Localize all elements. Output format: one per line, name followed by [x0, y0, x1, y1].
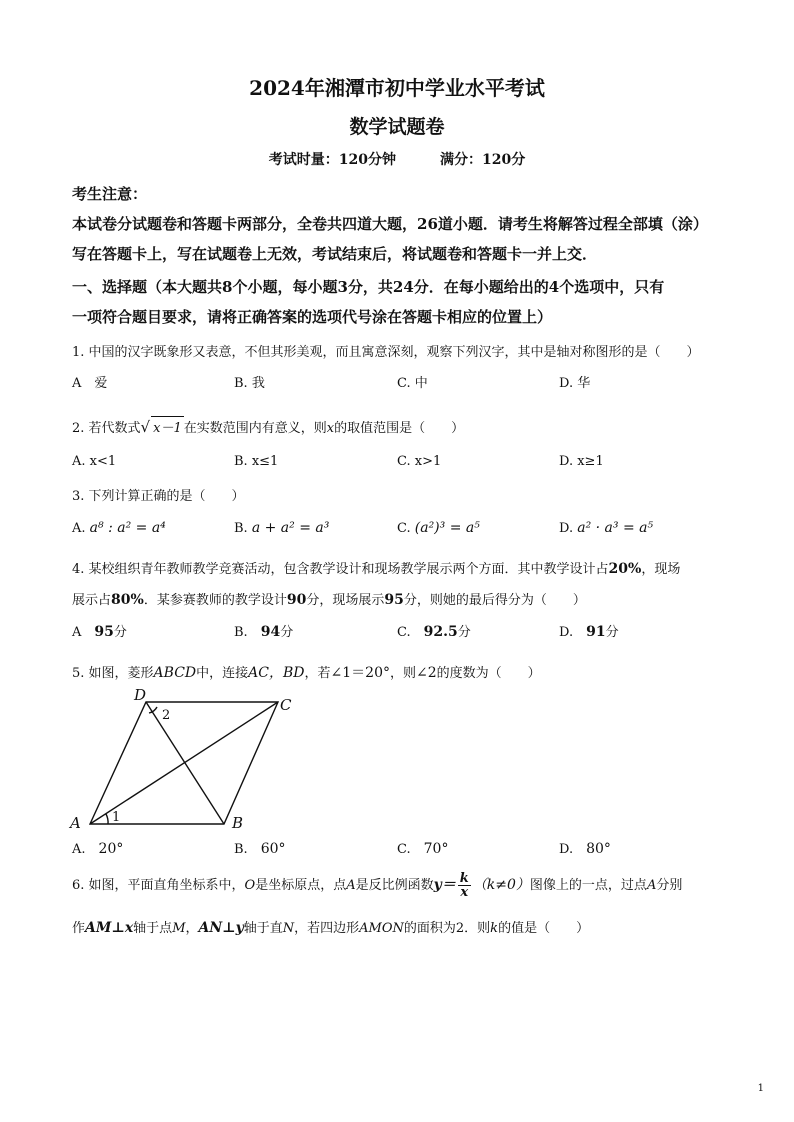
section1-line-2: 一项符合题目要求，请将正确答案的选项代号涂在答题卡相应的位置上）: [72, 308, 553, 326]
q3-option-d: [559, 520, 653, 536]
q2-stem: [72, 416, 464, 436]
q6-point-m: M: [172, 921, 186, 936]
q3-c-label: C.: [397, 521, 411, 536]
q6-fraction: [458, 872, 471, 899]
q1-stem: 1. 中国的汉字既象形又表意，不但其形美观，而且寓意深刻，观察下列汉字，其中是轴对称图形的是（ ）: [72, 345, 700, 360]
q4-a-label: A: [72, 625, 82, 640]
q6-an-perp: AN⊥y: [198, 920, 244, 936]
q5-b-label: B.: [234, 842, 248, 857]
q5-a-val: 20°: [98, 841, 124, 857]
angle-2-label: 2: [162, 708, 171, 723]
q3-a-label: A.: [72, 521, 86, 536]
page-number: 1: [757, 1083, 764, 1094]
q4-percent-show: 80%: [111, 592, 144, 608]
q3-option-c: [397, 520, 480, 536]
q4-percent-design: 20%: [608, 561, 642, 577]
q6-point-n: N: [282, 921, 295, 936]
q5-option-b: [234, 838, 286, 857]
q5-angle-2: ∠2: [416, 665, 437, 681]
q4-option-b: [234, 621, 293, 640]
q4-option-d: [559, 621, 619, 640]
q3-d-expr: a² · a³ = a⁵: [577, 520, 654, 536]
q4-text-6: 分，则她的最后得分为（ ）: [403, 593, 586, 608]
q2-radicand: x－1: [151, 416, 184, 436]
q6-text-7: 轴于点: [133, 921, 173, 936]
q3-stem: 3. 下列计算正确的是（ ）: [72, 489, 245, 504]
q2-option-c: C. x>1: [397, 454, 442, 469]
q5-text-2: 中，连接: [196, 666, 249, 681]
notice-line-2: 写在答题卡上，写在试题卷上无效，考试结束后，将试题卷和答题卡一并上交．: [72, 245, 598, 263]
q6-line-2: [72, 917, 589, 936]
sqrt-symbol: √: [140, 418, 151, 436]
q6-origin: O: [244, 878, 256, 893]
q6-text-5: 分别: [656, 878, 683, 893]
q2-pre: 2. 若代数式: [72, 421, 141, 436]
q5-stem: [72, 662, 541, 682]
q2-mid: 在实数范围内有意义，则: [183, 421, 327, 436]
q6-denominator: x: [460, 885, 469, 900]
vertex-c-label: C: [280, 696, 292, 714]
q5-shape: ABCD: [153, 665, 197, 681]
q6-point-a: A: [346, 878, 356, 893]
section1-line-1: 一、选择题（本大题共8个小题，每小题3分，共24分．在每小题给出的4个选项中，只有: [72, 278, 665, 296]
q1-option-a: A 爱: [72, 376, 108, 391]
q3-c-expr: (a²)³ = a⁵: [414, 520, 480, 536]
q1-option-b: B. 我: [234, 376, 265, 391]
q5-c-label: C.: [397, 842, 411, 857]
q4-b-unit: 分: [280, 625, 294, 640]
vertex-a-label: A: [70, 814, 81, 830]
q4-a-unit: 分: [113, 625, 127, 640]
q4-option-a: [72, 621, 127, 640]
exam-subtitle: 数学试题卷: [349, 116, 445, 138]
q3-d-label: D.: [559, 521, 574, 536]
q4-d-unit: 分: [605, 625, 619, 640]
q5-text-3: ，若: [304, 666, 331, 681]
q4-text-2: ，现场: [641, 562, 681, 577]
q6-am-perp: AM⊥x: [85, 920, 134, 936]
q6-text-1: 6. 如图，平面直角坐标系中，: [72, 878, 245, 893]
q3-b-expr: a + a² = a³: [251, 520, 330, 536]
q6-text-6: 作: [72, 921, 86, 936]
q4-text-3: 展示占: [72, 593, 112, 608]
vertex-d-label: D: [134, 686, 147, 704]
q6-quadrilateral: AMON: [359, 921, 404, 936]
angle-1-arc: [106, 814, 108, 824]
q4-line-1: [72, 558, 680, 577]
q4-b-label: B.: [234, 625, 248, 640]
q6-text-12: 的值是（ ）: [498, 921, 590, 936]
q6-text-8: ，: [185, 921, 199, 936]
q6-text-3: 是反比例函数: [355, 878, 434, 893]
angle-1-label: 1: [112, 810, 121, 825]
notice-heading: 考生注意：: [72, 185, 148, 203]
q6-text-9: 轴于直: [243, 921, 283, 936]
q4-c-val: 92.5: [423, 624, 458, 640]
q6-k: k: [490, 921, 499, 936]
exam-meta: [0, 149, 794, 169]
q5-text-4: ，则: [389, 666, 416, 681]
q4-a-val: 95: [94, 624, 114, 640]
q6-function-y: y＝: [433, 877, 456, 893]
q5-option-c: [397, 838, 448, 857]
diagonal-bd: [146, 702, 224, 824]
exam-title: 2024年湘潭市初中学业水平考试: [249, 76, 545, 100]
q6-text-10: ，若四边形: [294, 921, 360, 936]
vertex-b-label: B: [232, 814, 244, 830]
q4-score-design: 90: [286, 592, 307, 608]
q4-text-1: 4. 某校组织青年教师教学竞赛活动，包含教学设计和现场教学展示两个方面．其中教学设计占: [72, 562, 609, 577]
q5-b-val: 60°: [260, 841, 286, 857]
q4-d-label: D.: [559, 625, 574, 640]
q6-text-2: 是坐标原点，点: [255, 878, 347, 893]
q3-option-b: [234, 520, 329, 536]
rhombus-figure: [66, 680, 306, 830]
q2-var: x: [326, 421, 335, 436]
q5-diagonals: AC，BD: [248, 665, 305, 681]
q4-b-val: 94: [260, 624, 281, 640]
q5-a-label: A.: [72, 842, 86, 857]
q4-d-val: 91: [586, 624, 606, 640]
q3-option-a: [72, 520, 166, 536]
q4-text-5: 分，现场展示: [306, 593, 385, 608]
q6-line-1: [72, 872, 682, 899]
q4-line-2: [72, 589, 586, 608]
q1-option-c: C. 中: [397, 376, 428, 391]
q6-numerator: k: [459, 871, 469, 886]
q2-option-d: D. x≥1: [559, 454, 604, 469]
exam-full-score: 满分：120分: [440, 152, 526, 168]
q6-text-4: 图像上的一点，过点: [529, 878, 647, 893]
q5-d-val: 80°: [586, 841, 611, 857]
q6-text-11: 的面积为2．则: [403, 921, 491, 936]
q2-option-a: A. x<1: [72, 454, 117, 469]
q5-option-a: [72, 838, 123, 857]
q4-option-c: [397, 621, 471, 640]
q6-point-a-2: A: [646, 878, 657, 893]
q5-c-val: 70°: [423, 841, 449, 857]
q4-c-label: C.: [397, 625, 411, 640]
q3-a-expr: a⁸ : a² = a⁴: [89, 520, 166, 536]
q3-b-label: B.: [234, 521, 248, 536]
q2-post: 的取值范围是（ ）: [334, 421, 465, 436]
q5-angle-1: ∠1＝20°: [330, 665, 390, 681]
q5-text-5: 的度数为（ ）: [436, 666, 541, 681]
q6-condition: （k≠0）: [472, 877, 530, 893]
notice-line-1: 本试卷分试题卷和答题卡两部分，全卷共四道大题，26道小题．请考生将解答过程全部填（涂）: [72, 215, 708, 233]
q4-c-unit: 分: [457, 625, 471, 640]
q5-d-label: D.: [559, 842, 574, 857]
q5-text-1: 5. 如图，菱形: [72, 666, 154, 681]
q2-option-b: B. x≤1: [234, 454, 279, 469]
q1-option-d: D. 华: [559, 376, 591, 391]
q5-option-d: [559, 838, 611, 857]
q4-score-show: 95: [384, 592, 404, 608]
q4-text-4: ．某参赛教师的教学设计: [143, 593, 287, 608]
exam-duration: 考试时量：120分钟: [268, 152, 396, 168]
